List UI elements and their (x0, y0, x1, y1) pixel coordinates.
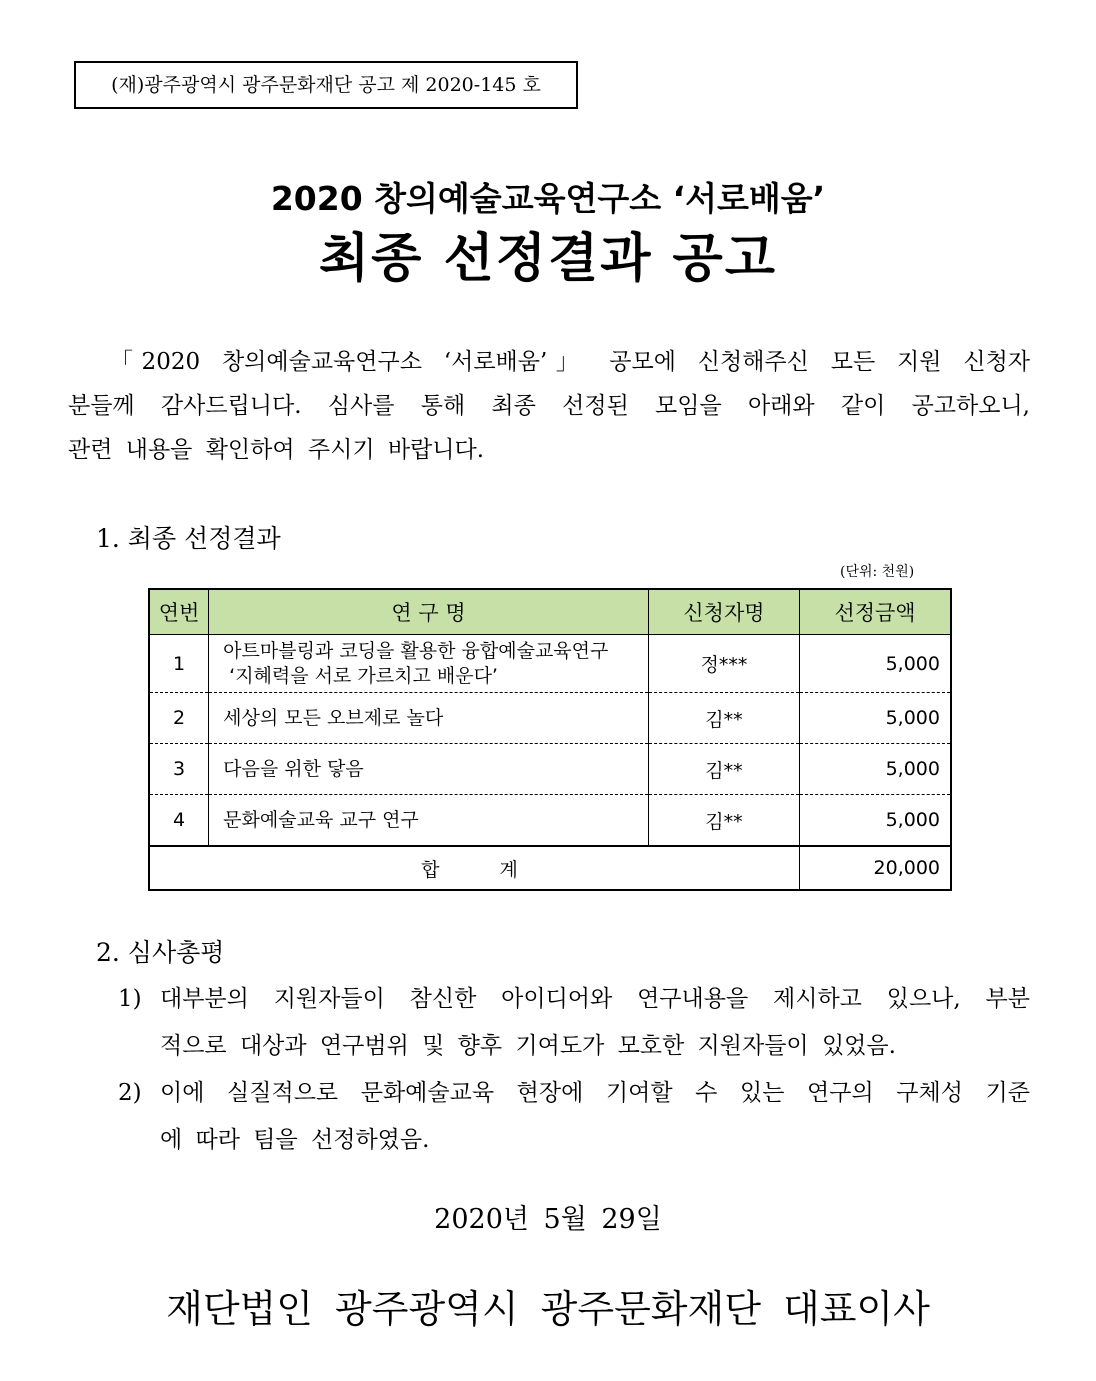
table-row (149, 693, 951, 744)
column-header-no: 연번 (149, 589, 209, 635)
review-item (118, 976, 1030, 1070)
intro-line-2: 분들께 감사드립니다. 심사를 통해 최종 선정된 모임을 아래와 같이 공고하오니, (68, 393, 1030, 419)
issuer-signature: 재단법인 광주광역시 광주문화재단 대표이사 (166, 1287, 930, 1331)
row-title: 문화예술교육 교구 연구 (223, 808, 419, 831)
column-header-applicant: 신청자명 (648, 589, 799, 635)
total-amount: 20,000 (800, 846, 951, 890)
section1-heading: 1. 최종 선정결과 (96, 524, 281, 553)
document-subtitle: 최종 선정결과 공고 (318, 229, 778, 289)
review-item-line: 이에 실질적으로 문화예술교육 현장에 기여할 수 있는 연구의 구체성 기준 (160, 1080, 1030, 1106)
intro-line-3: 관련 내용을 확인하여 주시기 바랍니다. (68, 437, 485, 463)
unit-label: (단위: 천원) (840, 564, 915, 580)
row-title: 다음을 위한 닿음 (223, 757, 364, 780)
row-title-cell (209, 635, 649, 693)
table-row (149, 744, 951, 795)
row-no: 1 (149, 635, 209, 693)
row-applicant: 김** (648, 744, 799, 795)
row-applicant: 김** (648, 693, 799, 744)
table-header-row (149, 589, 951, 635)
review-item (118, 1070, 1030, 1164)
notice-date: 2020년 5월 29일 (434, 1204, 662, 1235)
review-item-number: 1) (118, 986, 142, 1012)
row-amount: 5,000 (800, 744, 951, 795)
section2-heading: 2. 심사총평 (96, 938, 225, 967)
review-item-line: 적으로 대상과 연구범위 및 향후 기여도가 모호한 지원자들이 있었음. (160, 1033, 896, 1059)
row-title: 세상의 모든 오브제로 놀다 (223, 706, 444, 729)
results-table (148, 588, 952, 891)
row-no: 4 (149, 795, 209, 847)
review-item-number: 2) (118, 1080, 142, 1106)
row-amount: 5,000 (800, 795, 951, 847)
intro-line-1: 「2020 창의예술교육연구소 ‘서로배움’」 공모에 신청해주신 모든 지원 신청자 (110, 349, 1030, 375)
notice-number-box (74, 61, 578, 109)
row-title-cell (209, 795, 649, 847)
column-header-amount: 선정금액 (800, 589, 951, 635)
table-total-row (149, 846, 951, 890)
table-row (149, 795, 951, 847)
row-amount: 5,000 (800, 693, 951, 744)
total-label: 합계 (421, 858, 578, 881)
table-row (149, 635, 951, 693)
notice-number: (재)광주광역시 광주문화재단 공고 제 2020-145 호 (111, 74, 541, 96)
review-item-line: 에 따라 팀을 선정하였음. (160, 1127, 430, 1153)
intro-paragraph (68, 340, 1030, 472)
document-title: 2020 창의예술교육연구소 ‘서로배움’ (270, 179, 826, 218)
row-applicant: 김** (648, 795, 799, 847)
review-list (118, 976, 1030, 1164)
row-title-cell (209, 744, 649, 795)
row-no: 2 (149, 693, 209, 744)
row-no: 3 (149, 744, 209, 795)
row-applicant: 정*** (648, 635, 799, 693)
row-amount: 5,000 (800, 635, 951, 693)
row-title: 아트마블링과 코딩을 활용한 융합예술교육연구 (223, 639, 609, 662)
review-item-line: 대부분의 지원자들이 참신한 아이디어와 연구내용을 제시하고 있으나, 부분 (160, 986, 1030, 1012)
row-title-cell (209, 693, 649, 744)
column-header-title: 연 구 명 (209, 589, 649, 635)
row-subtitle: ‘지혜력을 서로 가르치고 배운다’ (229, 664, 498, 687)
